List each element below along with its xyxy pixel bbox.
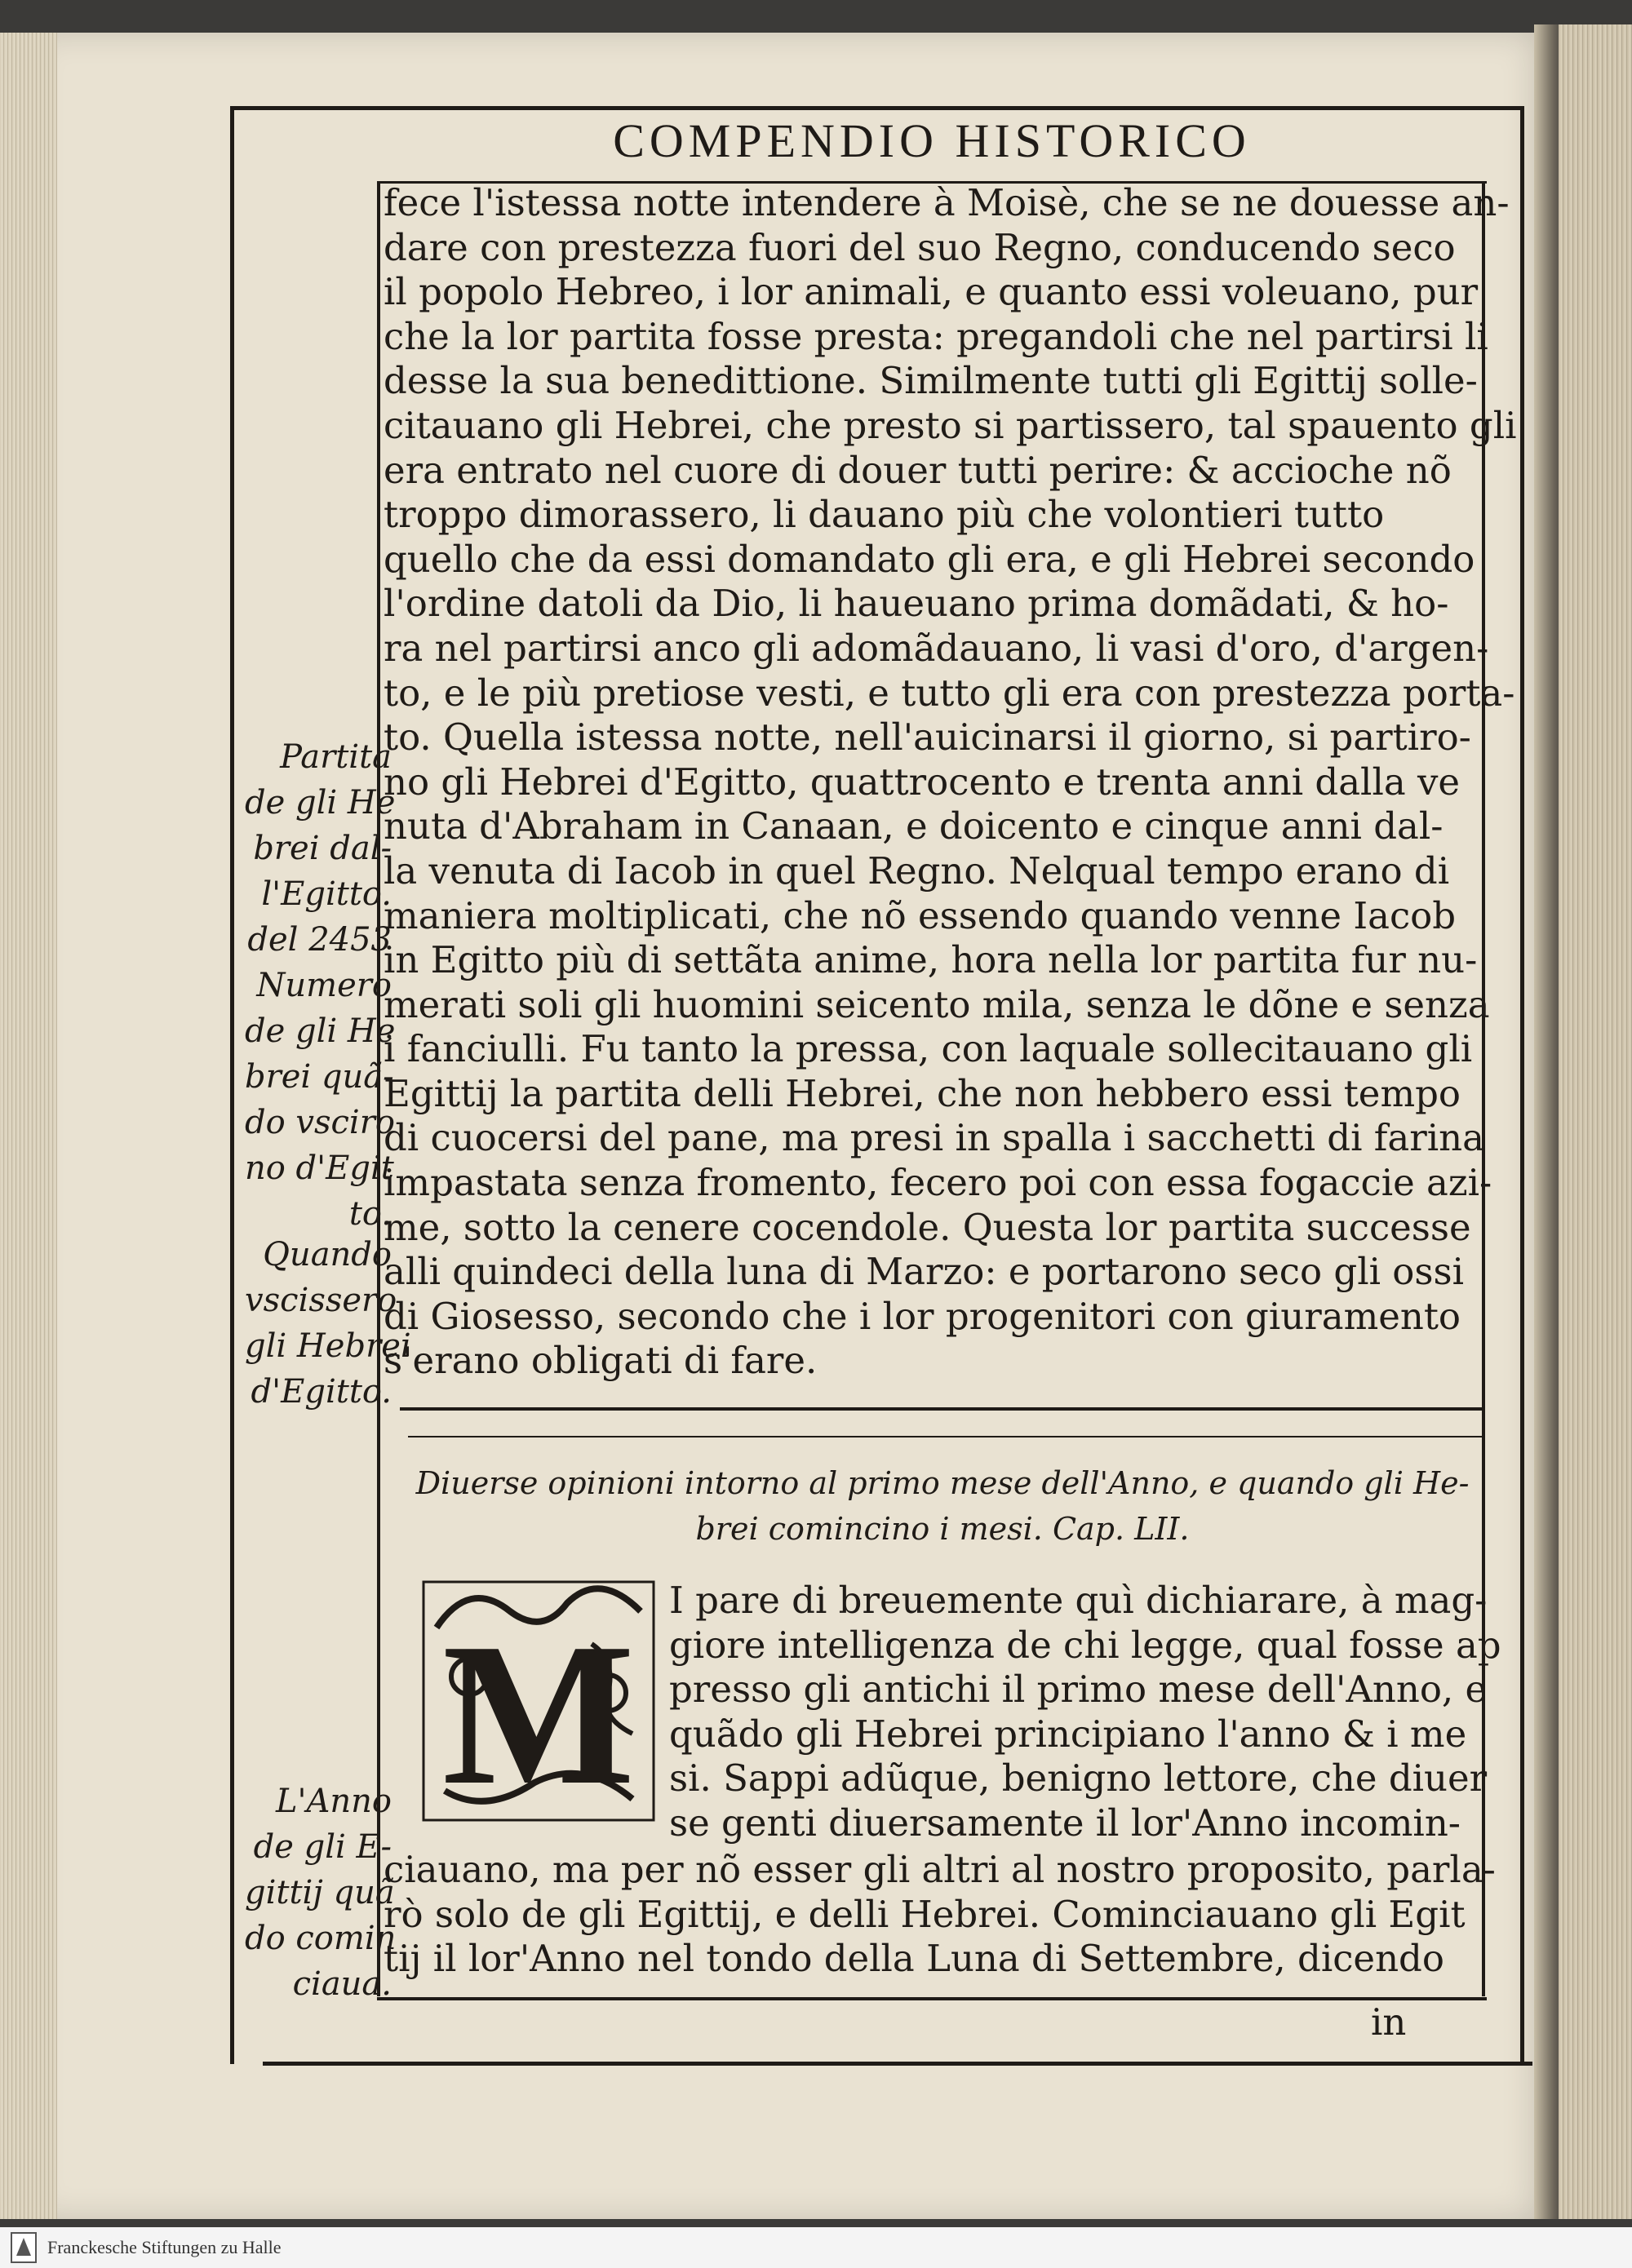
text-line: impastata senza fromento, fecero poi con essa fogaccie azi- [384,1161,1492,1205]
text-line: citauano gli Hebrei, che presto si partissero, tal spauento gli [384,403,1517,447]
marginal-note-line: gli Hebrei [245,1327,411,1365]
text-line: nuta d'Abraham in Canaan, e doicento e cinque anni dal- [384,804,1444,848]
text-line: s'erano obligati di fare. [384,1339,818,1383]
text-line: no gli Hebrei d'Egitto, quattrocento e trenta anni dalla ve [384,760,1461,804]
text-line: alli quindeci della luna di Marzo: e portarono seco gli ossi [384,1250,1464,1294]
institution-logo-icon [10,2231,38,2264]
marginal-note-line: d'Egitto. [251,1373,392,1411]
marginal-note-line: de gli E- [253,1828,392,1866]
marginal-note-line: vscissero [245,1282,397,1319]
marginal-note-numero [245,963,396,1237]
marginal-note-line: no d'Egit [245,1150,394,1187]
text-line: quello che da essi domandato gli era, e gli Hebrei secondo [384,537,1475,581]
section-rule-thin [408,1436,1485,1437]
decorated-initial-icon [420,1579,657,1823]
main-text [384,181,1517,1384]
text-line: ciauano, ma per nõ esser gli altri al nostro proposito, parla- [384,1848,1496,1891]
marginal-note-quando [245,1232,411,1415]
text-line: se genti diuersamente il lor'Anno incomin- [669,1801,1461,1845]
chapter-text-beside-initial [669,1579,1501,1846]
marginal-note-partita [245,734,396,963]
text-line: merati soli gli huomini seicento mila, senza le dõne e senza [384,982,1490,1026]
marginal-note-line: del 2453 [247,921,392,959]
text-line: che la lor partita fosse presta: pregandoli che nel partirsi li [384,314,1488,358]
bottom-rule [377,1997,1487,2000]
chapter-heading [408,1460,1477,1552]
text-line: to, e le più pretiose vesti, e tutto gli era con prestezza porta- [384,671,1515,715]
footer-institution: Franckesche Stiftungen zu Halle [47,2237,282,2257]
catchword: in [1371,2000,1407,2044]
marginal-note-line: do vsciro [245,1104,395,1141]
marginal-note-line: do comin [245,1920,397,1957]
text-line: to. Quella istessa notte, nell'auicinarsi il giorno, si partiro- [384,715,1471,760]
text-line: I pare di breuemente quì dichiarare, à mag- [669,1579,1488,1622]
text-line: tij il lor'Anno nel tondo della Luna di Settembre, dicendo [384,1937,1444,1981]
book-edge-left [0,33,65,2219]
text-line: il popolo Hebreo, i lor animali, e quanto essi voleuano, pur [384,270,1479,314]
book-edge-right [1559,24,1632,2219]
text-line: in Egitto più di settãta anime, hora nella lor partita fur nu- [384,938,1478,982]
marginal-note-line: ciaua. [292,1965,392,2003]
marginal-note-line: gittij quã [245,1874,395,1911]
text-line: me, sotto la cenere cocendole. Questa lor partita successe [384,1205,1471,1249]
marginal-note-line: de gli He [245,1012,396,1050]
text-line: maniera moltiplicati, che nõ essendo quando venne Iacob [384,893,1457,937]
marginal-note-line: de gli He [245,784,396,822]
text-line: la venuta di Iacob in quel Regno. Nelqual tempo erano di [384,848,1450,893]
text-line: rò solo de gli Egittij, e delli Hebrei. Cominciauano gli Egit [384,1892,1466,1936]
text-line: fece l'istessa notte intendere à Moisè, che se ne douesse an- [384,181,1510,224]
text-line: si. Sappi adũque, benigno lettore, che diuer [669,1756,1488,1801]
text-line: quãdo gli Hebrei principiano l'anno & i me [669,1712,1467,1756]
marginal-note-anno [245,1779,397,2007]
chapter-heading-line: Diuerse opinioni intorno al primo mese dell'Anno, e quando gli He- [415,1465,1470,1501]
chapter-text [384,1848,1496,1982]
marginal-note-line: L'Anno [275,1783,392,1820]
svg-text:M: M [442,1601,635,1823]
text-line: giore intelligenza de chi legge, qual fosse ap [669,1623,1501,1667]
chapter-heading-line: brei comincino i mesi. Cap. LII. [695,1511,1190,1547]
text-line: i fanciulli. Fu tanto la pressa, con laquale sollecitauano gli [384,1027,1473,1071]
marginal-note-line: l'Egitto. [261,875,392,913]
marginal-note-line: brei dal- [253,830,392,867]
page-frame-bottom [263,2062,1532,2066]
text-line: ra nel partirsi anco gli adomãdauano, li vasi d'oro, d'argen- [384,626,1489,670]
text-line: di Giosesso, secondo che i lor progenitori con giuramento [384,1294,1461,1338]
text-line: troppo dimorassero, li dauano più che volontieri tutto [384,493,1385,537]
marginal-note-line: Quando [263,1236,392,1274]
text-line: l'ordine datoli da Dio, li haueuano prima domãdati, & ho- [384,582,1449,626]
marginal-note-line: Numero [256,967,392,1004]
section-rule [400,1407,1485,1411]
text-line: era entrato nel cuore di douer tutti perire: & accioche nõ [384,448,1452,492]
text-line: di cuocersi del pane, ma presi in spalla i sacchetti di farina [384,1116,1484,1160]
text-line: desse la sua benedittione. Similmente tutti gli Egittij solle- [384,359,1478,403]
running-title: COMPENDIO HISTORICO [613,114,1251,167]
marginal-note-line: to. [348,1195,392,1233]
marginal-note-line: brei quã- [245,1058,394,1096]
marginal-note-line: Partita [280,738,392,776]
text-line: dare con prestezza fuori del suo Regno, conducendo seco [384,225,1456,269]
text-line: Egittij la partita delli Hebrei, che non hebbero essi tempo [384,1071,1461,1115]
text-line: presso gli antichi il primo mese dell'Anno, e [669,1668,1488,1712]
